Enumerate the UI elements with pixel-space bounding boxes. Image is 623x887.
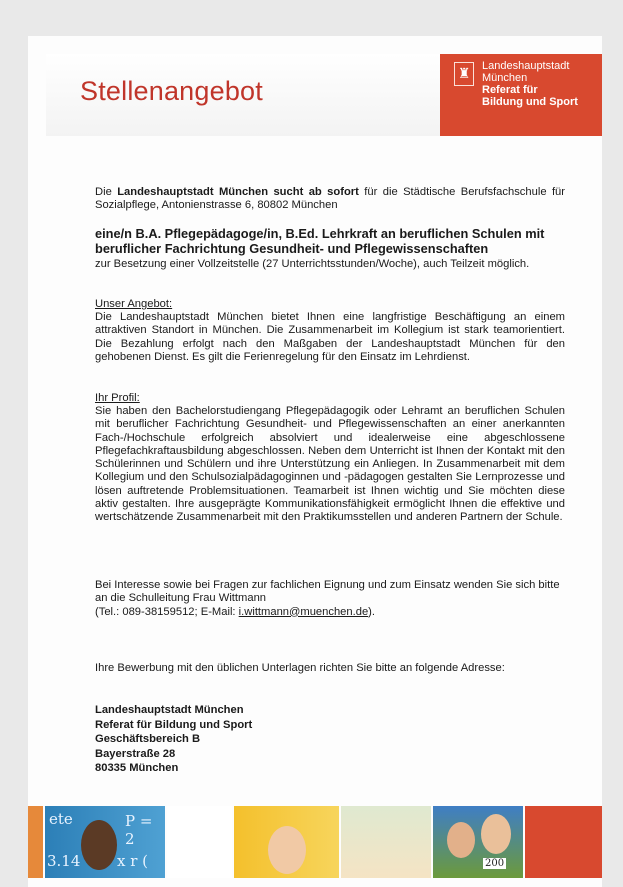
header-banner	[46, 54, 449, 136]
footer-photo-classroom	[45, 806, 165, 878]
org-line-3: Referat für	[482, 84, 538, 96]
page-title: Stellenangebot	[80, 76, 263, 106]
footer-block-red	[525, 806, 602, 878]
runner-photo-1	[447, 822, 475, 858]
footer-photo-strip	[28, 806, 602, 878]
contact-text: Bei Interesse sowie bei Fragen zur fachlichen Eignung und zum Einsatz wenden Sie sich bitte an die Schulleitung Frau Wittmann	[95, 579, 560, 605]
contact-tel: (Tel.: 089-38159512; E-Mail:	[95, 605, 239, 618]
position-title: eine/n B.A. Pflegepädagoge/in, B.Ed. Lehrkraft an beruflichen Schulen mit beruflicher Fachrichtung Gesundheit- und Pflegewissenschaften	[95, 226, 545, 256]
child-photo	[268, 826, 306, 874]
chalk-text-4: x r (	[117, 852, 149, 870]
org-line-1: Landeshauptstadt	[482, 60, 570, 72]
address-line-4: Bayerstraße 28	[95, 747, 176, 760]
address-line-2: Referat für Bildung und Sport	[95, 718, 253, 731]
intro-text: Die	[95, 186, 118, 198]
race-bib: 200	[485, 858, 505, 869]
contact-tel-end: ).	[368, 605, 376, 618]
org-name	[482, 60, 578, 108]
chalk-text-2: P = 2	[125, 812, 153, 848]
runner-photo-2	[481, 814, 511, 854]
angebot-heading: Unser Angebot:	[95, 298, 173, 310]
contact-paragraph	[95, 579, 565, 619]
profil-text: Sie haben den Bachelorstudiengang Pflegepädagogik oder Lehramt an beruflichen Schulen mit beruflicher Fachrichtung Gesundheit- und Pflegewissenschaften an einer anerkannten Fach-/Hochschule erfolgreich absolviert und idealerweise eine abgeschlossene Pflegefachkraftausbildung abgeschlossen. Neben dem Unterricht ist Ihnen der Kontakt mit den Schülerinnen und Schülern und ihre Unterstützung ein Anliegen. In Zusammenarbeit mit dem Kollegium und den Schulsozialpädagoginnen und -pädagogen gestalten Sie Lernprozesse und lösen auftretende Problemsituationen. Teamarbeit ist Ihnen wichtig und Sie möchten diese aktiv gestalten. Ihre ausgeprägte Kommunikationsfähigkeit ermöglicht Ihnen die effektive und wertschätzende Zusammenarbeit mit den Praktikumsstellen und anderen Partnern der Schule.	[95, 405, 565, 524]
angebot-text: Die Landeshauptstadt München bietet Ihnen eine langfristige Beschäftigung an einem attraktiven Standort in München. Die Zusammenarbeit im Kollegium ist stark teamorientiert. Die Bezahlung erfolgt nach den Maßgaben der Landeshauptstadt München für den gehobenen Dienst. Es gilt die Ferienregelung für den Einsatz im Lehrdienst.	[95, 311, 565, 363]
email-link[interactable]: i.wittmann@muenchen.de	[238, 605, 369, 618]
address-line-1: Landeshauptstadt München	[95, 704, 244, 716]
profil-heading: Ihr Profil:	[95, 392, 140, 404]
intro-bold: Landeshauptstadt München sucht ab sofort	[117, 186, 359, 198]
address-line-5: 80335 München	[95, 762, 179, 774]
position-subtitle: zur Besetzung einer Vollzeitstelle (27 Unterrichtsstunden/Woche), auch Teilzeit möglich.	[95, 258, 530, 270]
footer-block-white	[167, 806, 232, 878]
org-banner	[440, 54, 602, 136]
footer-block-orange	[28, 806, 43, 878]
intro-paragraph	[95, 186, 565, 213]
munich-crest-icon: ♜	[454, 62, 474, 86]
footer-block-light	[341, 806, 431, 878]
org-line-2: München	[482, 72, 528, 84]
address-line-3: Geschäftsbereich B	[95, 733, 201, 745]
document-page	[28, 36, 602, 887]
bewerbung-text: Ihre Bewerbung mit den üblichen Unterlagen richten Sie bitte an folgende Adresse:	[95, 662, 505, 674]
intro-text-rest: für die Städtische Berufsfachschule für Sozialpflege, Antonienstrasse 6, 80802 München	[95, 186, 566, 212]
student-photo	[81, 820, 117, 870]
footer-photo-runners	[433, 806, 523, 878]
chalk-text-1: ete	[49, 810, 73, 828]
org-line-4: Bildung und Sport	[482, 96, 578, 108]
address-block	[95, 703, 565, 776]
chalk-text-3: 3.14	[47, 852, 81, 870]
footer-photo-child	[234, 806, 339, 878]
